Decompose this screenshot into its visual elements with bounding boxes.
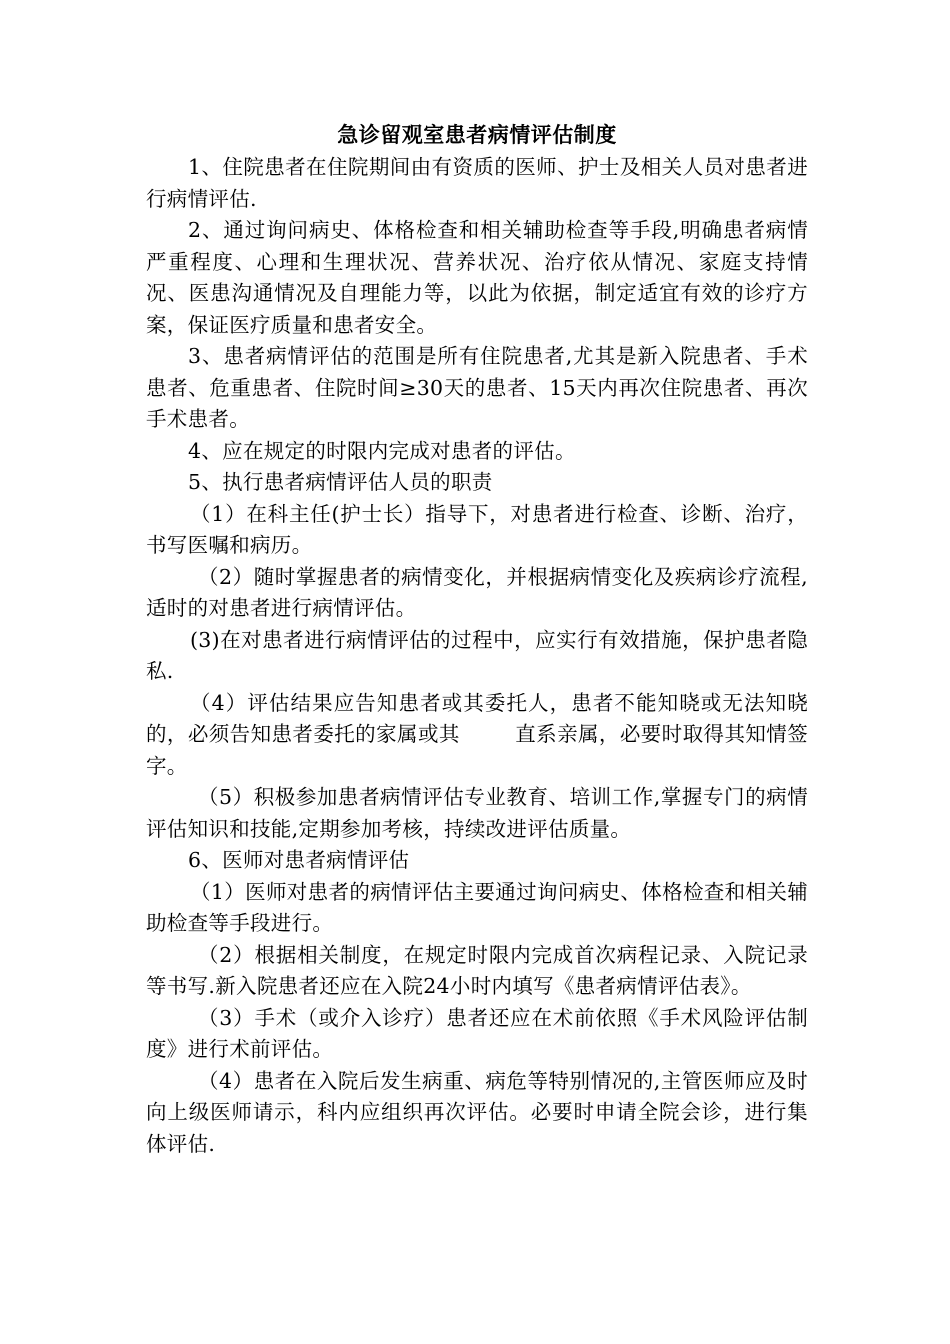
document-title: 急诊留观室患者病情评估制度 (337, 123, 617, 147)
paragraph-2: 2、通过询问病史、体格检查和相关辅助检查等手段,明确患者病情严重程度、心理和生理状况、营养状况、治疗依从情况、家庭支持情况、医患沟通情况及自理能力等，以此为依据，制定适宜有效的诊疗方案，保证医疗质量和患者安全。 (146, 218, 808, 337)
paragraph-6-2: （2）根据相关制度，在规定时限内完成首次病程记录、入院记录等书写.新入院患者还应在入院24小时内填写《患者病情评估表》。 (146, 942, 808, 998)
paragraph-4: 4、应在规定的时限内完成对患者的评估。 (188, 438, 576, 463)
paragraph-5-4: （4）评估结果应告知患者或其委托人，患者不能知晓或无法知晓的，必须告知患者委托的家属或其 直系亲属，必要时取得其知情签字。 (146, 690, 808, 778)
paragraph-1: 1、住院患者在住院期间由有资质的医师、护士及相关人员对患者进行病情评估. (146, 155, 808, 211)
paragraph-6-3: （3）手术（或介入诊疗）患者还应在术前依照《手术风险评估制度》进行术前评估。 (146, 1005, 808, 1061)
paragraph-3: 3、患者病情评估的范围是所有住院患者,尤其是新入院患者、手术患者、危重患者、住院时间≥30天的患者、15天内再次住院患者、再次手术患者。 (146, 344, 808, 431)
paragraph-5-3: (3)在对患者进行病情评估的过程中，应实行有效措施，保护患者隐私. (146, 627, 808, 683)
paragraph-5: 5、执行患者病情评估人员的职责 (188, 470, 493, 494)
paragraph-6-1: （1）医师对患者的病情评估主要通过询问病史、体格检查和相关辅助检查等手段进行。 (146, 879, 808, 935)
paragraph-6: 6、医师对患者病情评估 (188, 848, 410, 872)
paragraph-6-4: （4）患者在入院后发生病重、病危等特别情况的,主管医师应及时向上级医师请示，科内应组织再次评估。必要时申请全院会诊，进行集体评估. (146, 1068, 808, 1156)
paragraph-5-1: （1）在科主任(护士长）指导下，对患者进行检查、诊断、治疗，书写医嘱和病历。 (146, 501, 808, 557)
document-page (146, 118, 808, 1160)
paragraph-5-2: （2）随时掌握患者的病情变化，并根据病情变化及疾病诊疗流程,适时的对患者进行病情评估。 (146, 564, 808, 620)
paragraph-5-5: （5）积极参加患者病情评估专业教育、培训工作,掌握专门的病情评估知识和技能,定期参加考核，持续改进评估质量。 (146, 785, 808, 841)
